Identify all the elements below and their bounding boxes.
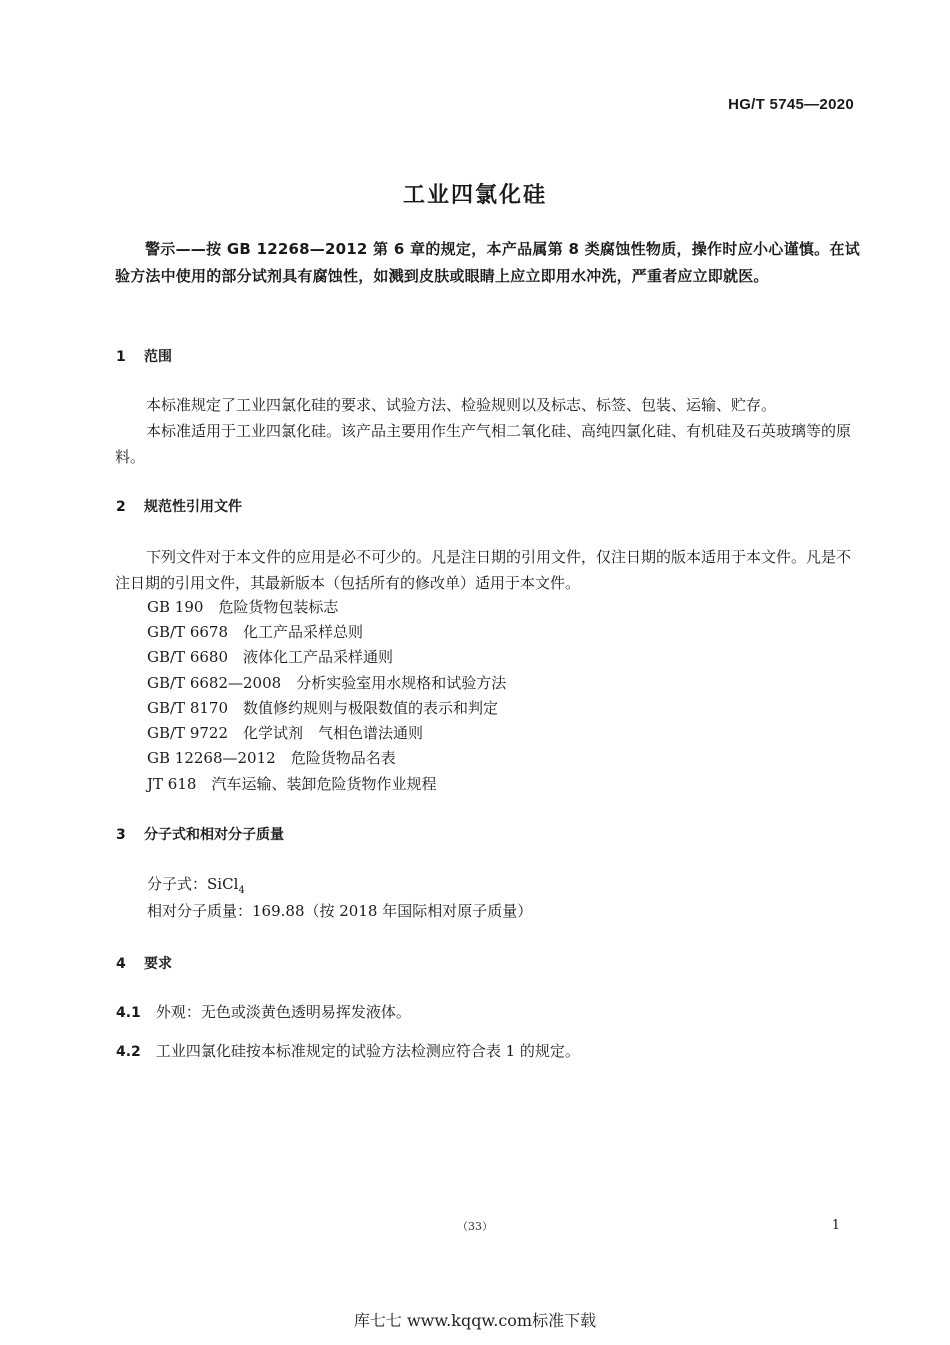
reference-code: JT 618	[147, 775, 197, 793]
section-title: 范围	[144, 349, 172, 365]
scope-paragraph-2: 本标准适用于工业四氯化硅。该产品主要用作生产气相二氧化硅、高纯四氯化硅、有机硅及石英玻璃等的原料。	[115, 422, 852, 466]
reference-code: GB/T 9722	[147, 724, 229, 742]
clause-number: 4.2	[116, 1044, 141, 1060]
section-1-heading	[116, 346, 172, 366]
clause-text: 工业四氯化硅按本标准规定的试验方法检测应符合表 1 的规定。	[155, 1042, 580, 1060]
section-title: 规范性引用文件	[144, 499, 242, 515]
section-number: 4	[116, 956, 126, 972]
reference-name: 危险货物包装标志	[218, 598, 339, 616]
reference-name: 危险货物品名表	[290, 749, 396, 767]
clause-text: 外观：无色或淡黄色透明易挥发液体。	[155, 1003, 411, 1021]
reference-name: 数值修约规则与极限数值的表示和判定	[243, 699, 499, 717]
reference-code: GB/T 6680	[147, 648, 229, 666]
reference-name: 化学试剂 气相色谱法通则	[243, 724, 424, 742]
molecular-mass: 相对分子质量：169.88（按 2018 年国际相对原子质量）	[147, 902, 533, 920]
page-number: 1	[831, 1218, 840, 1233]
reference-item	[147, 697, 498, 718]
reference-item	[147, 596, 338, 617]
requirement-4-2	[116, 1040, 580, 1061]
clause-number: 4.1	[116, 1005, 141, 1021]
formula-label: 分子式：	[147, 875, 208, 893]
section-number: 3	[116, 827, 126, 843]
reference-code: GB 190	[147, 598, 204, 616]
reference-code: GB/T 6682—2008	[147, 674, 282, 692]
section-2-heading	[116, 496, 242, 516]
section-number: 2	[116, 499, 126, 515]
section-4-heading	[116, 953, 172, 973]
download-watermark: 库七七 www.kqqw.com标准下载	[353, 1311, 597, 1330]
section-title: 分子式和相对分子质量	[144, 827, 284, 843]
reference-item	[147, 646, 393, 667]
reference-item	[147, 722, 423, 743]
reference-code: GB/T 8170	[147, 699, 229, 717]
reference-code: GB/T 6678	[147, 623, 229, 641]
formula-value: SiCl	[207, 875, 239, 893]
molecular-formula	[147, 873, 245, 896]
formula-subscript: 4	[238, 885, 245, 896]
reference-name: 化工产品采样总则	[243, 623, 364, 641]
document-title: 工业四氯化硅	[402, 183, 547, 208]
reference-name: 汽车运输、装卸危险货物作业规程	[211, 775, 437, 793]
reference-item	[147, 747, 396, 768]
reference-name: 液体化工产品采样通则	[243, 648, 394, 666]
footer-page-ref: （33）	[457, 1220, 493, 1233]
reference-item	[147, 621, 363, 642]
section-title: 要求	[144, 956, 172, 972]
scope-paragraph-1: 本标准规定了工业四氯化硅的要求、试验方法、检验规则以及标志、标签、包装、运输、贮存。	[146, 396, 777, 414]
references-intro: 下列文件对于本文件的应用是必不可少的。凡是注日期的引用文件，仅注日期的版本适用于本文件。凡是不注日期的引用文件，其最新版本（包括所有的修改单）适用于本文件。	[115, 548, 852, 592]
reference-name: 分析实验室用水规格和试验方法	[296, 674, 507, 692]
reference-code: GB 12268—2012	[147, 749, 276, 767]
requirement-4-1	[116, 1001, 411, 1022]
warning-paragraph: 警示——按 GB 12268—2012 第 6 章的规定，本产品属第 8 类腐蚀性物质，操作时应小心谨慎。在试验方法中使用的部分试剂具有腐蚀性，如溅到皮肤或眼睛上应立即用水冲洗，严重者应立即就医。	[115, 240, 860, 285]
section-3-heading	[116, 824, 284, 844]
section-number: 1	[116, 349, 126, 365]
standard-code: HG/T 5745—2020	[728, 96, 854, 113]
reference-item	[147, 773, 436, 794]
reference-item	[147, 672, 506, 693]
